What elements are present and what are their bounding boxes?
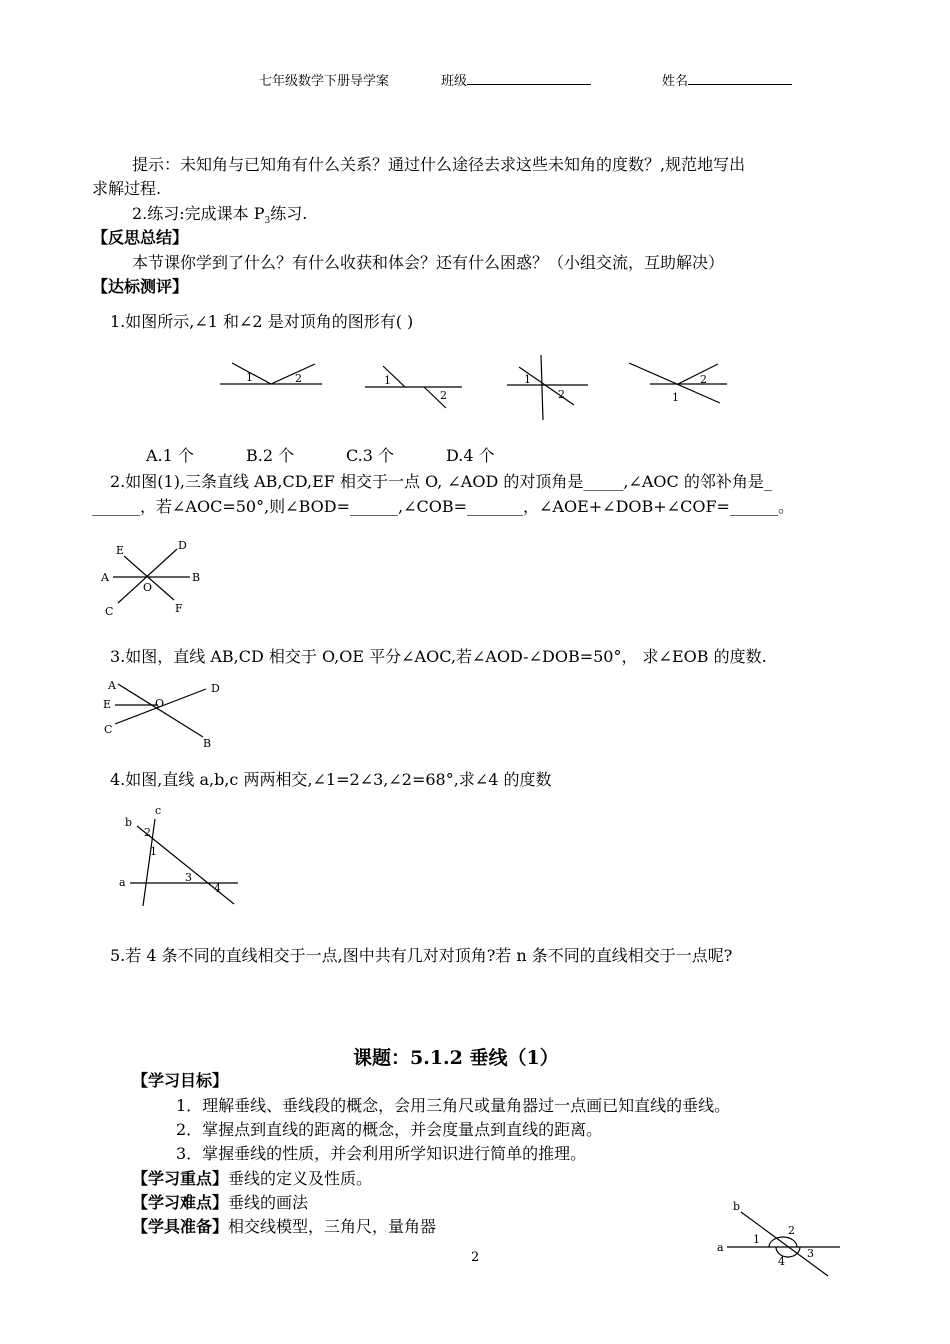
question-2-line-2: ______，若∠AOC=50°,则∠BOD=______,∠COB=_______，∠AOE+∠DOB+∠COF=______。 <box>92 497 794 516</box>
goal-3: 3．掌握垂线的性质，并会利用所学知识进行简单的推理。 <box>176 1144 587 1163</box>
q1-fig3-label-1: 1 <box>524 373 531 386</box>
name-label: 姓名 <box>662 74 689 89</box>
practice-text: 2.练习:完成课本 P <box>132 204 265 223</box>
key-heading: 【学习重点】 <box>132 1169 229 1188</box>
lesson-title: 课题：5.1.2 垂线（1） <box>353 1047 559 1069</box>
lesson-label-b: b <box>733 1200 741 1213</box>
lesson-label-a: a <box>717 1241 724 1254</box>
class-label: 班级 <box>441 74 468 89</box>
q3-label-b: B <box>203 737 212 750</box>
q3-label-a: A <box>108 679 116 692</box>
q4-label-3: 3 <box>185 871 192 884</box>
q1-option-d: D.4 个 <box>446 446 495 465</box>
q2-label-c: C <box>105 605 114 618</box>
q3-label-d: D <box>211 682 220 695</box>
assessment-heading: 【达标测评】 <box>92 277 189 296</box>
q2-label-f: F <box>175 602 183 615</box>
practice-subscript: 3 <box>264 216 271 227</box>
practice-text-end: 练习. <box>270 204 308 223</box>
reflection-text: 本节课你学到了什么？有什么收获和体会？还有什么困惑？（小组交流，互助解决） <box>132 253 725 272</box>
q2-label-a: A <box>101 571 109 584</box>
lesson-label-1: 1 <box>753 1233 760 1246</box>
lesson-label-3: 3 <box>807 1247 814 1260</box>
hint-line-1: 提示：未知角与已知角有什么关系？通过什么途径去求这些未知角的度数？,规范地写出 <box>132 155 746 174</box>
q3-label-c: C <box>104 723 113 736</box>
q4-label-2: 2 <box>144 826 151 839</box>
q2-label-o: O <box>143 581 153 594</box>
q1-option-b: B.2 个 <box>246 446 295 465</box>
goal-1: 1．理解垂线、垂线段的概念，会用三角尺或量角器过一点画已知直线的垂线。 <box>176 1096 731 1115</box>
difficulty-heading: 【学习难点】 <box>132 1193 229 1212</box>
difficulty-text: 垂线的画法 <box>228 1193 309 1212</box>
q4-label-c: c <box>155 804 162 817</box>
q3-label-o: O <box>155 697 165 710</box>
tools-heading: 【学具准备】 <box>132 1217 229 1236</box>
q4-label-4: 4 <box>214 882 221 895</box>
q1-option-a: A.1 个 <box>146 446 194 465</box>
q4-label-1: 1 <box>150 845 157 858</box>
goal-2: 2．掌握点到直线的距离的概念，并会度量点到直线的距离。 <box>176 1120 603 1139</box>
goals-heading: 【学习目标】 <box>132 1071 229 1090</box>
tools-text: 相交线模型，三角尺，量角器 <box>228 1217 437 1236</box>
q4-label-a: a <box>119 876 126 889</box>
question-1: 1.如图所示,∠1 和∠2 是对顶角的图形有( ) <box>110 312 414 331</box>
q1-fig2-label-2: 2 <box>440 389 447 402</box>
q1-option-c: C.3 个 <box>346 446 395 465</box>
page-number: 2 <box>471 1250 480 1265</box>
q4-label-b: b <box>125 816 133 829</box>
lesson-arc-upper <box>769 1237 797 1247</box>
q1-fig1-label-1: 1 <box>246 371 253 384</box>
lesson-label-4: 4 <box>778 1255 785 1268</box>
q1-fig4-label-1: 1 <box>672 391 679 404</box>
q2-label-d: D <box>178 539 187 552</box>
lesson-label-2: 2 <box>788 1224 795 1237</box>
q2-label-e: E <box>116 544 125 557</box>
q2-label-b: B <box>192 571 201 584</box>
question-3: 3.如图，直线 AB,CD 相交于 O,OE 平分∠AOC,若∠AOD-∠DOB=50°， 求∠EOB 的度数. <box>110 647 767 666</box>
question-5: 5.若 4 条不同的直线相交于一点,图中共有几对对顶角?若 n 条不同的直线相交于一点呢? <box>110 946 733 965</box>
question-2-line-1: 2.如图(1),三条直线 AB,CD,EF 相交于一点 O, ∠AOD 的对顶角是_____,∠AOC 的邻补角是_ <box>110 472 772 491</box>
hint-line-2: 求解过程. <box>92 179 162 198</box>
q1-fig2-label-1: 1 <box>384 374 391 387</box>
q1-fig3-label-2: 2 <box>558 388 565 401</box>
q1-fig1-label-2: 2 <box>295 372 302 385</box>
key-text: 垂线的定义及性质。 <box>228 1169 373 1188</box>
q3-label-e: E <box>103 698 112 711</box>
reflection-heading: 【反思总结】 <box>92 228 189 247</box>
question-4: 4.如图,直线 a,b,c 两两相交,∠1=2∠3,∠2=68°,求∠4 的度数 <box>110 770 552 789</box>
header-title: 七年级数学下册导学案 <box>259 74 390 89</box>
q1-fig4-label-2: 2 <box>700 373 707 386</box>
